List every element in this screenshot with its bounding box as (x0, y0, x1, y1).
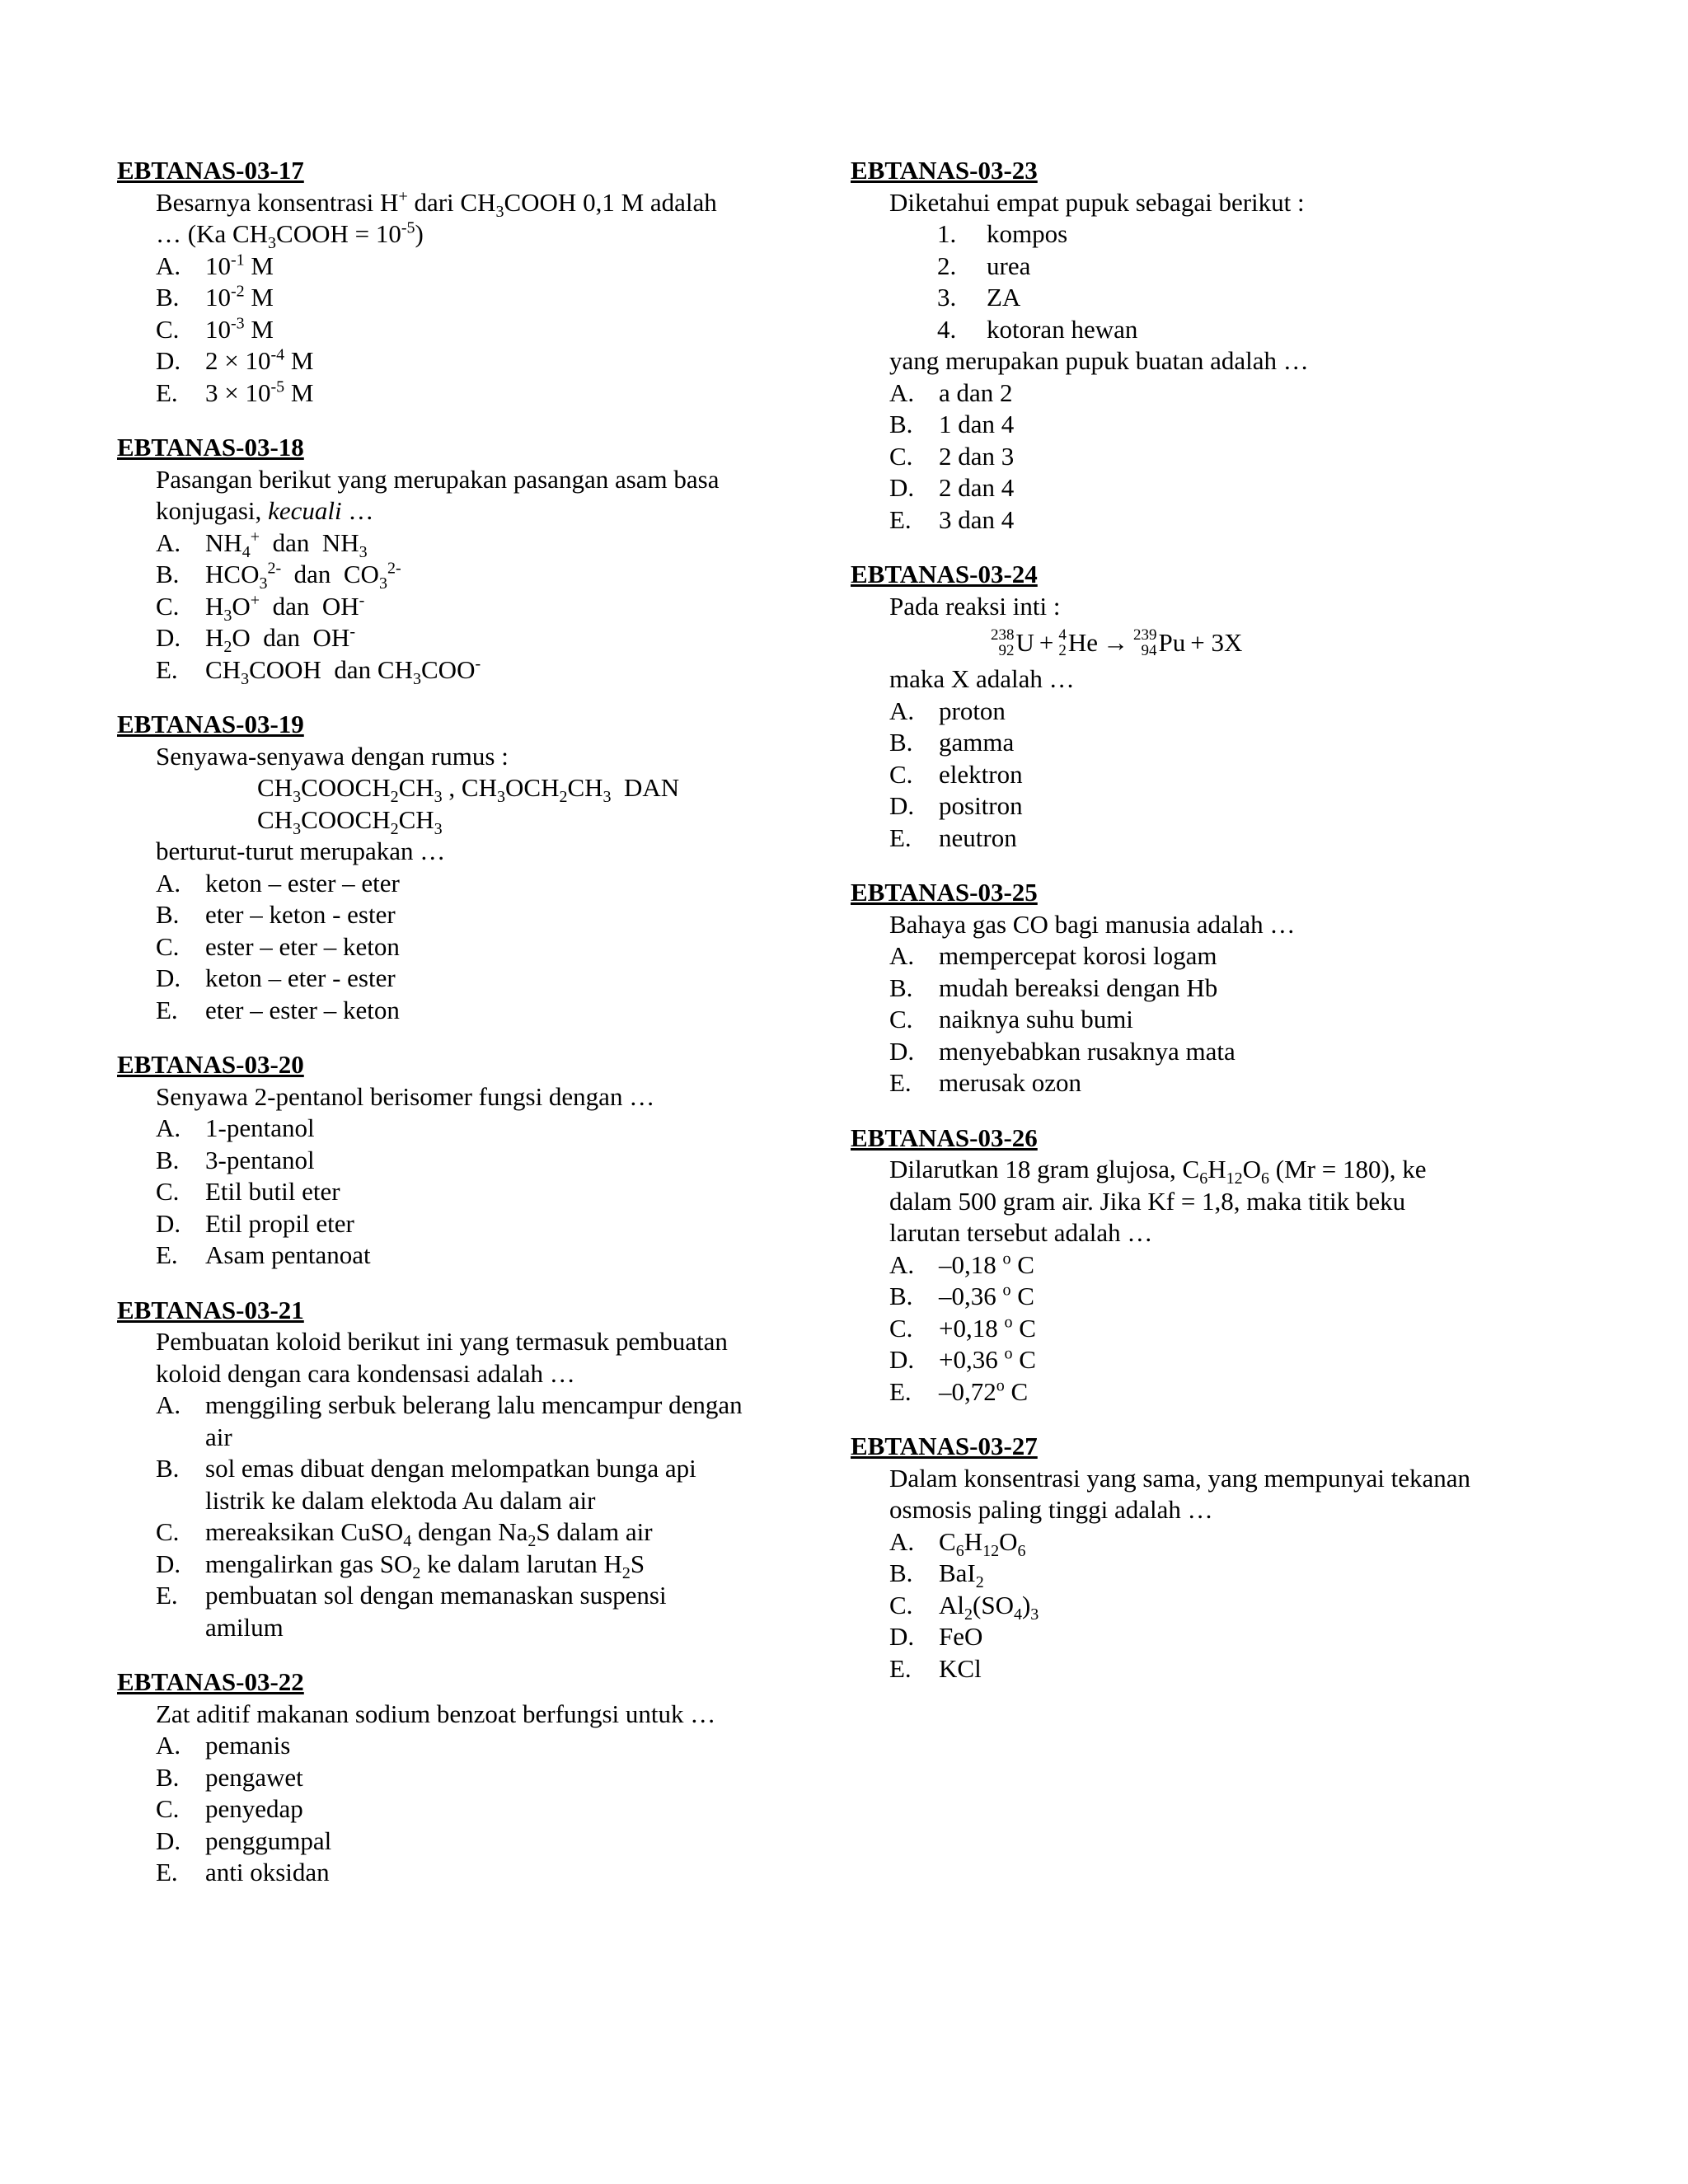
numbered-item (851, 218, 1576, 251)
answer-option (117, 931, 793, 963)
question-stem-line: koloid dengan cara kondensasi adalah … (156, 1358, 575, 1388)
option-letter: E. (889, 1653, 912, 1683)
question-stem-line: Bahaya gas CO bagi manusia adalah … (889, 909, 1296, 939)
answer-option (851, 1313, 1576, 1345)
option-letter: D. (889, 473, 915, 502)
option-letter: E. (156, 995, 178, 1024)
question-stem-line: konjugasi, kecuali … (156, 496, 374, 525)
answer-option (117, 251, 793, 283)
answer-option (851, 1004, 1576, 1036)
question-block (117, 1666, 793, 1889)
isotope-numbers (991, 627, 1015, 658)
option-letter: A. (156, 1113, 181, 1142)
answer-option (851, 1036, 1576, 1068)
option-letter: E. (156, 377, 178, 407)
question-id: EBTANAS-03-27 (851, 1432, 1038, 1460)
option-text: BaI$_2$ (939, 1558, 984, 1592)
column-right (851, 155, 1576, 1708)
question-stem-line: osmosis paling tinggi adalah … (889, 1495, 1213, 1524)
answer-option (851, 1376, 1576, 1408)
option-text: neutron (939, 823, 1017, 852)
question-stem-line: Senyawa 2-pentanol berisomer fungsi dengan … (156, 1081, 655, 1111)
option-text: +0,36 $^o$ C (939, 1344, 1036, 1374)
option-text: proton (939, 696, 1006, 725)
answer-option (117, 1176, 793, 1208)
option-text: mudah bereaksi dengan Hb (939, 972, 1218, 1002)
option-text: 1 dan 4 (939, 410, 1015, 438)
numbered-item (851, 314, 1576, 346)
option-text: keton – eter - ester (205, 963, 396, 992)
answer-option (851, 377, 1576, 410)
option-text: $H_2O$ dan OH- (205, 622, 355, 657)
question-block (117, 1295, 793, 1644)
answer-option (117, 1453, 793, 1516)
option-letter: B. (156, 1454, 180, 1483)
question-block (851, 877, 1576, 1099)
option-text: sol emas dibuat dengan melompatkan bunga api listrik ke dalam elektoda Au dalam air (205, 1454, 696, 1515)
question-block (851, 155, 1576, 536)
option-letter: D. (889, 1036, 915, 1066)
option-text: KCl (939, 1653, 982, 1683)
option-text: $10^{-3}$ M (205, 314, 274, 344)
answer-option (117, 377, 793, 410)
option-letter: A. (156, 868, 181, 898)
item-text: ZA (987, 283, 1021, 312)
option-letter: C. (156, 1177, 180, 1206)
option-text: pembuatan sol dengan memanaskan suspensi amilum (205, 1581, 667, 1642)
option-text: +0,18 $^o$ C (939, 1313, 1036, 1343)
option-letter: A. (889, 696, 915, 725)
option-text: 2 dan 4 (939, 473, 1015, 502)
item-text: kompos (987, 219, 1068, 248)
option-letter: A. (889, 1526, 915, 1556)
question-id: EBTANAS-03-26 (851, 1122, 1038, 1152)
question-stem-line: Dilarutkan 18 gram glujosa, $C_6H_{12}O_6$ (Mr = 180), ke (889, 1155, 1427, 1188)
option-text: 3 dan 4 (939, 504, 1015, 534)
mass-number: 239 (1133, 626, 1157, 644)
option-text: ester – eter – keton (205, 931, 400, 961)
question-stem-line: Pembuatan koloid berikut ini yang termasuk pembuatan (156, 1327, 728, 1356)
answer-option (851, 1526, 1576, 1558)
option-text: penyedap (205, 1794, 303, 1823)
answer-option (117, 345, 793, 377)
option-letter: C. (156, 931, 180, 961)
question-id: EBTANAS-03-19 (117, 710, 304, 738)
question-stem-line: Zat aditif makanan sodium benzoat berfungsi untuk … (156, 1699, 716, 1728)
answer-option (851, 759, 1576, 791)
option-text: $HCO_3^{2-}$ dan $CO_3^{2-}$ (205, 559, 401, 593)
option-text: $H_3O^+$ dan OH- (205, 591, 365, 625)
question-id: EBTANAS-03-20 (117, 1050, 304, 1079)
option-letter: C. (889, 1005, 913, 1033)
option-letter: C. (156, 314, 180, 344)
option-text: 2 dan 3 (939, 441, 1015, 471)
answer-option (851, 972, 1576, 1005)
answer-option (117, 1145, 793, 1177)
question-stem-line: Pasangan berikut yang merupakan pasangan asam basa (156, 464, 720, 494)
option-text: pengawet (205, 1762, 303, 1792)
option-letter: C. (156, 591, 180, 621)
question-id: EBTANAS-03-22 (117, 1667, 304, 1696)
item-text: kotoran hewan (987, 314, 1138, 344)
option-text: $10^{-2}$ M (205, 282, 274, 312)
option-letter: D. (156, 1208, 181, 1238)
numbered-item (851, 251, 1576, 283)
option-letter: B. (889, 728, 913, 757)
atomic-number: 92 (998, 642, 1015, 659)
option-letter: D. (156, 1825, 181, 1855)
option-text: –0,18 $^o$ C (939, 1249, 1034, 1279)
question-block (117, 1049, 793, 1272)
answer-option (117, 622, 793, 657)
option-letter: C. (889, 1590, 913, 1619)
answer-option (851, 696, 1576, 728)
option-text: $10^{-1}$ M (205, 251, 274, 280)
option-text: eter – ester – keton (205, 995, 400, 1024)
reaction-operator: + (1039, 628, 1054, 657)
reaction-operator: + 3X (1190, 628, 1243, 657)
question-id: EBTANAS-03-25 (851, 878, 1038, 907)
option-letter: B. (889, 1282, 913, 1310)
option-text: 1-pentanol (205, 1113, 315, 1142)
answer-option (851, 409, 1576, 441)
answer-option (851, 940, 1576, 972)
answer-option (851, 727, 1576, 759)
question-stem-line: Dalam konsentrasi yang sama, yang mempunyai tekanan (889, 1463, 1471, 1493)
option-letter: A. (156, 1731, 181, 1760)
option-letter: B. (156, 900, 180, 929)
answer-option (851, 1344, 1576, 1376)
option-letter: C. (889, 759, 913, 789)
question-id: EBTANAS-03-18 (117, 433, 304, 462)
answer-option (117, 527, 793, 560)
answer-option (851, 1590, 1576, 1622)
question-stem-line: Senyawa-senyawa dengan rumus : (156, 741, 509, 771)
isotope-numbers (1133, 627, 1157, 658)
option-text: pemanis (205, 1731, 291, 1760)
question-block (117, 432, 793, 686)
answer-option (117, 1549, 793, 1581)
formula-line: $CH_3COOCH_2CH_3$ (257, 804, 443, 838)
answer-option (117, 868, 793, 900)
option-letter: D. (889, 1622, 915, 1651)
item-text: urea (987, 251, 1031, 280)
question-stem-line: larutan tersebut adalah … (889, 1218, 1153, 1247)
option-text: elektron (939, 759, 1023, 789)
option-letter: A. (889, 941, 915, 970)
option-letter: D. (156, 963, 181, 992)
answer-option (851, 1281, 1576, 1313)
answer-option (117, 899, 793, 931)
option-letter: E. (889, 823, 912, 852)
option-text: menyebabkan rusaknya mata (939, 1036, 1236, 1066)
question-stem-line: berturut-turut merupakan … (156, 837, 446, 865)
option-letter: B. (156, 1145, 180, 1174)
option-text: Asam pentanoat (205, 1240, 371, 1269)
answer-option (117, 1208, 793, 1240)
option-letter: E. (889, 504, 912, 534)
option-letter: C. (889, 441, 913, 471)
reaction-operator: → (1103, 628, 1129, 657)
numbered-item (851, 282, 1576, 314)
question-stem-line: Besarnya konsentrasi H+ dari $CH_3COOH$ 0,1 M adalah (156, 187, 717, 221)
option-text: FeO (939, 1622, 983, 1651)
option-letter: B. (889, 1558, 913, 1587)
option-text: mengalirkan gas $SO_2$ ke dalam larutan $H_2S$ (205, 1549, 645, 1582)
answer-option (117, 1730, 793, 1762)
item-number: 4. (937, 314, 957, 344)
answer-option (851, 1249, 1576, 1282)
question-stem-line: maka X adalah … (889, 664, 1075, 693)
question-block (851, 1122, 1576, 1408)
isotope-numbers (1058, 627, 1067, 658)
nuclear-reaction (851, 622, 1576, 663)
option-text: a dan 2 (939, 377, 1013, 407)
question-block (851, 559, 1576, 854)
question-block (851, 1431, 1576, 1685)
question-stem-line: Diketahui empat pupuk sebagai berikut : (889, 187, 1305, 217)
option-letter: A. (889, 377, 915, 407)
option-letter: D. (156, 1549, 181, 1578)
answer-option (117, 1762, 793, 1794)
question-block (117, 155, 793, 409)
option-letter: D. (156, 346, 181, 375)
option-text: –0,72$^o$ C (939, 1376, 1029, 1406)
atomic-number: 94 (1141, 642, 1157, 659)
option-text: mempercepat korosi logam (939, 941, 1217, 970)
answer-option (851, 441, 1576, 473)
answer-option (851, 790, 1576, 823)
option-letter: D. (889, 791, 915, 820)
option-letter: E. (156, 1240, 178, 1269)
question-stem-line: Pada reaksi inti : (889, 591, 1061, 621)
option-letter: B. (889, 972, 913, 1002)
answer-option (117, 1580, 793, 1643)
column-left (117, 155, 793, 1912)
answer-option (851, 472, 1576, 504)
option-text: Etil propil eter (205, 1208, 354, 1238)
answer-option (117, 963, 793, 995)
option-text: $Al_2(SO_4)_3$ (939, 1590, 1039, 1624)
option-letter: D. (889, 1345, 915, 1374)
answer-option (851, 1067, 1576, 1099)
option-letter: A. (889, 1249, 915, 1279)
answer-option (117, 654, 793, 687)
question-stem-line: … (Ka $CH_3COOH = 10^{-5}$) (156, 218, 424, 253)
option-letter: B. (156, 283, 180, 312)
option-text: Etil butil eter (205, 1177, 340, 1206)
option-text: gamma (939, 728, 1015, 757)
option-letter: E. (889, 1068, 912, 1097)
option-letter: D. (156, 623, 181, 652)
formula-line: $CH_3COOCH_2CH_3$ , $CH_3OCH_2CH_3$ DAN (257, 773, 680, 807)
option-text: menggiling serbuk belerang lalu mencampur dengan air (205, 1390, 743, 1451)
option-letter: E. (156, 654, 178, 684)
option-letter: B. (889, 410, 913, 438)
element-symbol: He (1067, 628, 1099, 657)
option-text: naiknya suhu bumi (939, 1005, 1133, 1033)
option-text: anti oksidan (205, 1858, 330, 1886)
item-number: 2. (937, 251, 957, 280)
answer-option (117, 591, 793, 623)
answer-option (851, 1653, 1576, 1685)
question-id: EBTANAS-03-21 (117, 1295, 304, 1324)
question-stem-line: dalam 500 gram air. Jika Kf = 1,8, maka titik beku (889, 1186, 1406, 1216)
element-symbol: Pu (1158, 628, 1186, 657)
option-text: $NH_4^+$ dan $NH_3$ (205, 527, 368, 561)
option-text: mereaksikan CuSO$_4$ dengan $Na_2S$ dalam air (205, 1517, 653, 1551)
option-letter: B. (156, 560, 180, 588)
question-id: EBTANAS-03-23 (851, 156, 1038, 185)
answer-option (117, 1516, 793, 1549)
mass-number: 238 (991, 626, 1015, 644)
answer-option (117, 314, 793, 346)
answer-option (851, 823, 1576, 855)
option-text: $3 \times 10^{-5}$ M (205, 377, 314, 407)
answer-option (117, 995, 793, 1027)
answer-option (117, 1857, 793, 1889)
answer-option (851, 504, 1576, 537)
answer-option (117, 559, 793, 591)
option-text: positron (939, 791, 1023, 820)
option-text: $CH_3COOH$ dan $CH_3COO^-$ (205, 654, 481, 688)
option-text: $2 \times 10^{-4}$ M (205, 345, 314, 375)
option-letter: C. (889, 1313, 913, 1343)
option-letter: E. (889, 1376, 912, 1406)
answer-option (117, 1240, 793, 1272)
option-letter: E. (156, 1581, 178, 1610)
option-letter: A. (156, 251, 181, 280)
question-id: EBTANAS-03-24 (851, 560, 1038, 588)
option-letter: E. (156, 1858, 178, 1886)
item-number: 3. (937, 283, 957, 312)
option-letter: B. (156, 1762, 180, 1792)
mass-number: 4 (1058, 626, 1067, 644)
option-text: eter – keton - ester (205, 900, 396, 929)
option-text: merusak ozon (939, 1068, 1082, 1097)
answer-option (117, 1390, 793, 1453)
question-block (117, 709, 793, 1026)
option-text: –0,36 $^o$ C (939, 1281, 1034, 1310)
option-letter: A. (156, 527, 181, 557)
element-symbol: U (1015, 628, 1034, 657)
option-text: keton – ester – eter (205, 868, 400, 898)
answer-option (117, 1825, 793, 1858)
question-id: EBTANAS-03-17 (117, 156, 304, 185)
answer-option (117, 282, 793, 314)
answer-option (851, 1621, 1576, 1653)
option-letter: A. (156, 1390, 181, 1419)
option-text: penggumpal (205, 1825, 332, 1855)
option-letter: C. (156, 1517, 180, 1546)
answer-option (117, 1113, 793, 1145)
question-stem-line: yang merupakan pupuk buatan adalah … (889, 346, 1309, 375)
atomic-number: 2 (1058, 642, 1067, 659)
answer-option (117, 1793, 793, 1825)
answer-option (851, 1558, 1576, 1590)
option-text: 3-pentanol (205, 1145, 315, 1174)
option-letter: C. (156, 1794, 180, 1823)
option-text: $C_6H_{12}O_6$ (939, 1526, 1026, 1560)
item-number: 1. (937, 219, 957, 248)
